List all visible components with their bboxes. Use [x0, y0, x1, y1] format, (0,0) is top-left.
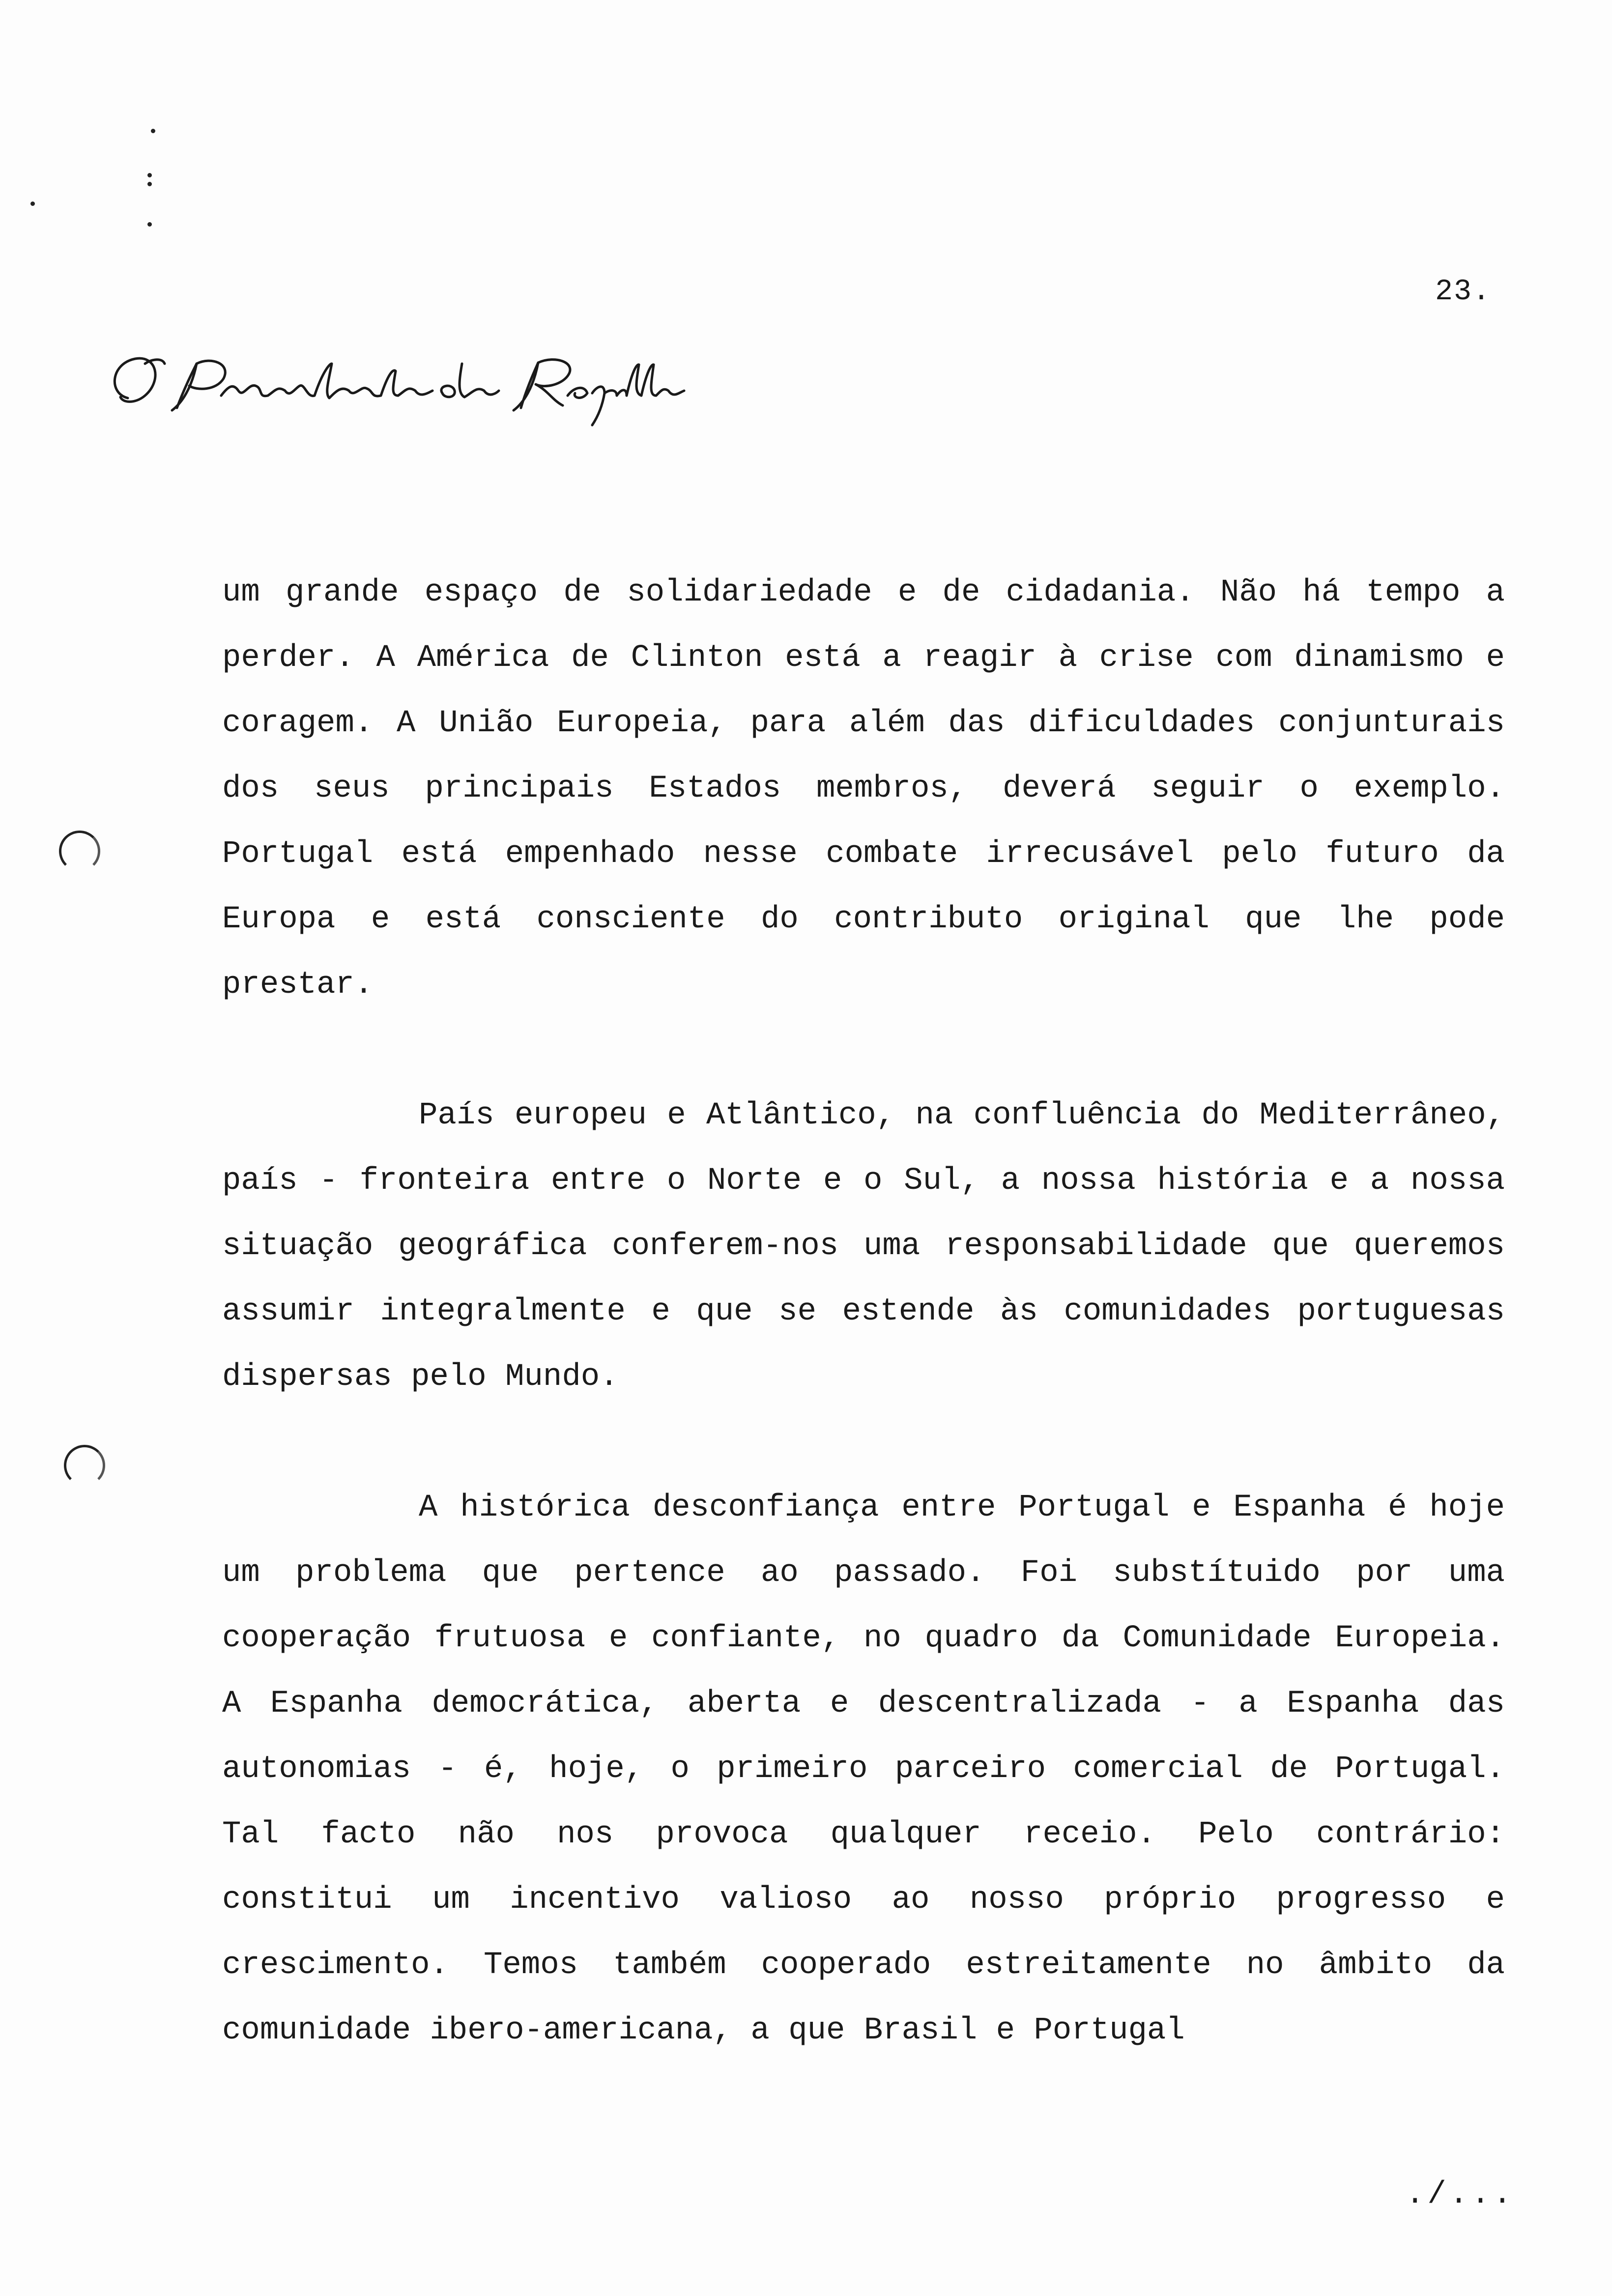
punch-hole: [59, 831, 100, 872]
paragraph-1: um grande espaço de solidariedade e de cidadania. Não há tempo a perder. A América de Clinton está a reagir à crise com dinamismo e coragem. A União Europeia, para além das dificuldades conjunturais dos seus principais Estados membros, deverá seguir o exemplo. Portugal está empenhado nesse combate irrecusável pelo futuro da Europa e está consciente do contributo original que lhe pode prestar.: [222, 575, 1505, 1003]
margin-speck: [151, 129, 155, 133]
margin-speck: [147, 222, 152, 227]
paragraph-3: A histórica desconfiança entre Portugal e Espanha é hoje um problema que pertence ao passado. Foi substítuido por uma cooperação frutuosa e confiante, no quadro da Comunidade Europeia. A Espanha democrática, aberta e descentralizada - a Espanha das autonomias - é, hoje, o primeiro parceiro comercial de Portugal. Tal facto não nos provoca qualquer receio. Pelo contrário: constitui um incentivo valioso ao nosso próprio progresso e crescimento. Temos também cooperado estreitamente no âmbito da comunidade ibero-americana, a que Brasil e Portugal: [222, 1490, 1505, 2048]
letter-body: [222, 560, 1505, 2064]
continuation-mark: ./...: [1406, 2177, 1515, 2212]
punch-hole: [64, 1445, 105, 1486]
margin-speck: [147, 173, 152, 177]
margin-speck: [30, 201, 35, 206]
letterhead-script-graphic: [98, 344, 688, 432]
page-number: 23.: [1435, 275, 1492, 309]
letterhead-signature: [98, 344, 688, 432]
paragraph-2: País europeu e Atlântico, na confluência do Mediterrâneo, país - fronteira entre o Norte e o Sul, a nossa história e a nossa situação geográfica conferem-nos uma responsabilidade que queremos assumir integralmente e que se estende às comunidades portuguesas dispersas pelo Mundo.: [222, 1098, 1505, 1395]
margin-speck: [147, 182, 152, 186]
